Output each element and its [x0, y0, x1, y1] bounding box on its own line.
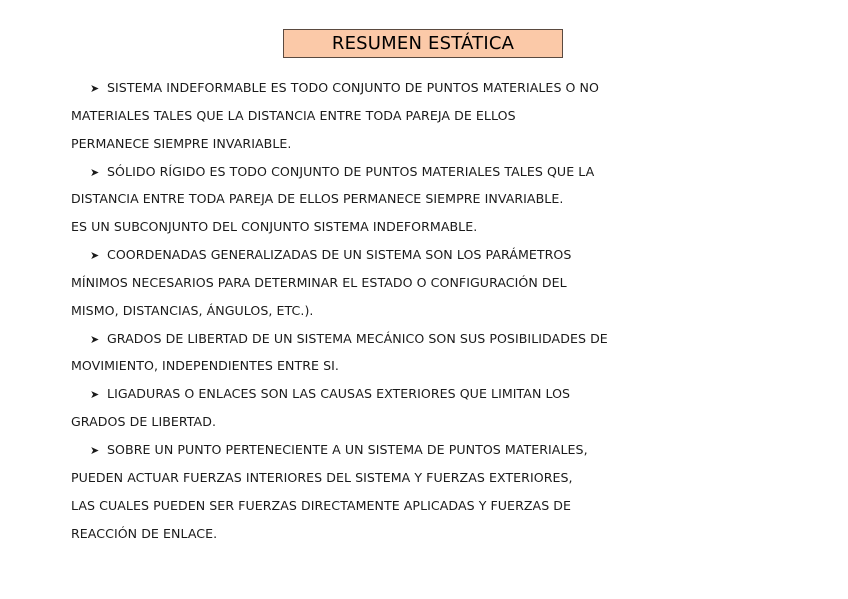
paragraph-line — [71, 436, 791, 464]
paragraph-line: PERMANECE SIEMPRE INVARIABLE. — [71, 135, 292, 151]
paragraph-line: MÍNIMOS NECESARIOS PARA DETERMINAR EL ESTADO O CONFIGURACIÓN DEL — [71, 274, 567, 290]
summary-content — [71, 74, 791, 547]
arrow-bullet-icon: ➤ — [90, 332, 100, 346]
line-text: LIGADURAS O ENLACES SON LAS CAUSAS EXTERIORES QUE LIMITAN LOS — [107, 386, 571, 402]
paragraph-line: REACCIÓN DE ENLACE. — [71, 525, 218, 541]
page-title: RESUMEN ESTÁTICA — [283, 29, 563, 58]
line-text: GRADOS DE LIBERTAD DE UN SISTEMA MECÁNICO SON SUS POSIBILIDADES DE — [107, 330, 608, 346]
paragraph-line: GRADOS DE LIBERTAD. — [71, 414, 217, 430]
paragraph-grados-de-libertad — [71, 325, 791, 381]
arrow-bullet-icon: ➤ — [90, 82, 100, 95]
paragraph-line — [71, 325, 791, 353]
paragraph-coordenadas-generalizadas — [71, 241, 791, 325]
arrow-bullet-icon: ➤ — [90, 443, 100, 457]
paragraph-line: DISTANCIA ENTRE TODA PAREJA DE ELLOS PERMANECE SIEMPRE INVARIABLE. — [71, 191, 564, 207]
paragraph-line: MATERIALES TALES QUE LA DISTANCIA ENTRE TODA PAREJA DE ELLOS — [71, 107, 516, 123]
line-text: SOBRE UN PUNTO PERTENECIENTE A UN SISTEMA DE PUNTOS MATERIALES, — [107, 441, 588, 457]
paragraph-line: PUEDEN ACTUAR FUERZAS INTERIORES DEL SISTEMA Y FUERZAS EXTERIORES, — [71, 469, 573, 485]
arrow-bullet-icon: ➤ — [90, 165, 100, 179]
paragraph-line: MISMO, DISTANCIAS, ÁNGULOS, ETC.). — [71, 302, 314, 318]
line-text: SÓLIDO RÍGIDO ES TODO CONJUNTO DE PUNTOS MATERIALES TALES QUE LA — [107, 163, 595, 179]
paragraph-line: MOVIMIENTO, INDEPENDIENTES ENTRE SI. — [71, 358, 339, 374]
paragraph-line — [71, 241, 791, 269]
paragraph-line — [71, 158, 791, 186]
line-text: SISTEMA INDEFORMABLE ES TODO CONJUNTO DE PUNTOS MATERIALES O NO — [107, 80, 599, 95]
paragraph-line: ES UN SUBCONJUNTO DEL CONJUNTO SISTEMA INDEFORMABLE. — [71, 219, 478, 235]
paragraph-line — [71, 380, 791, 408]
paragraph-line: LAS CUALES PUEDEN SER FUERZAS DIRECTAMENTE APLICADAS Y FUERZAS DE — [71, 497, 572, 513]
line-text: COORDENADAS GENERALIZADAS DE UN SISTEMA SON LOS PARÁMETROS — [107, 247, 572, 263]
paragraph-line — [71, 74, 791, 102]
paragraph-sistema-indeformable — [71, 74, 791, 158]
arrow-bullet-icon: ➤ — [90, 249, 100, 263]
paragraph-fuerzas — [71, 436, 791, 547]
paragraph-ligaduras — [71, 380, 791, 436]
paragraph-solido-rigido — [71, 158, 791, 242]
arrow-bullet-icon: ➤ — [90, 388, 100, 402]
